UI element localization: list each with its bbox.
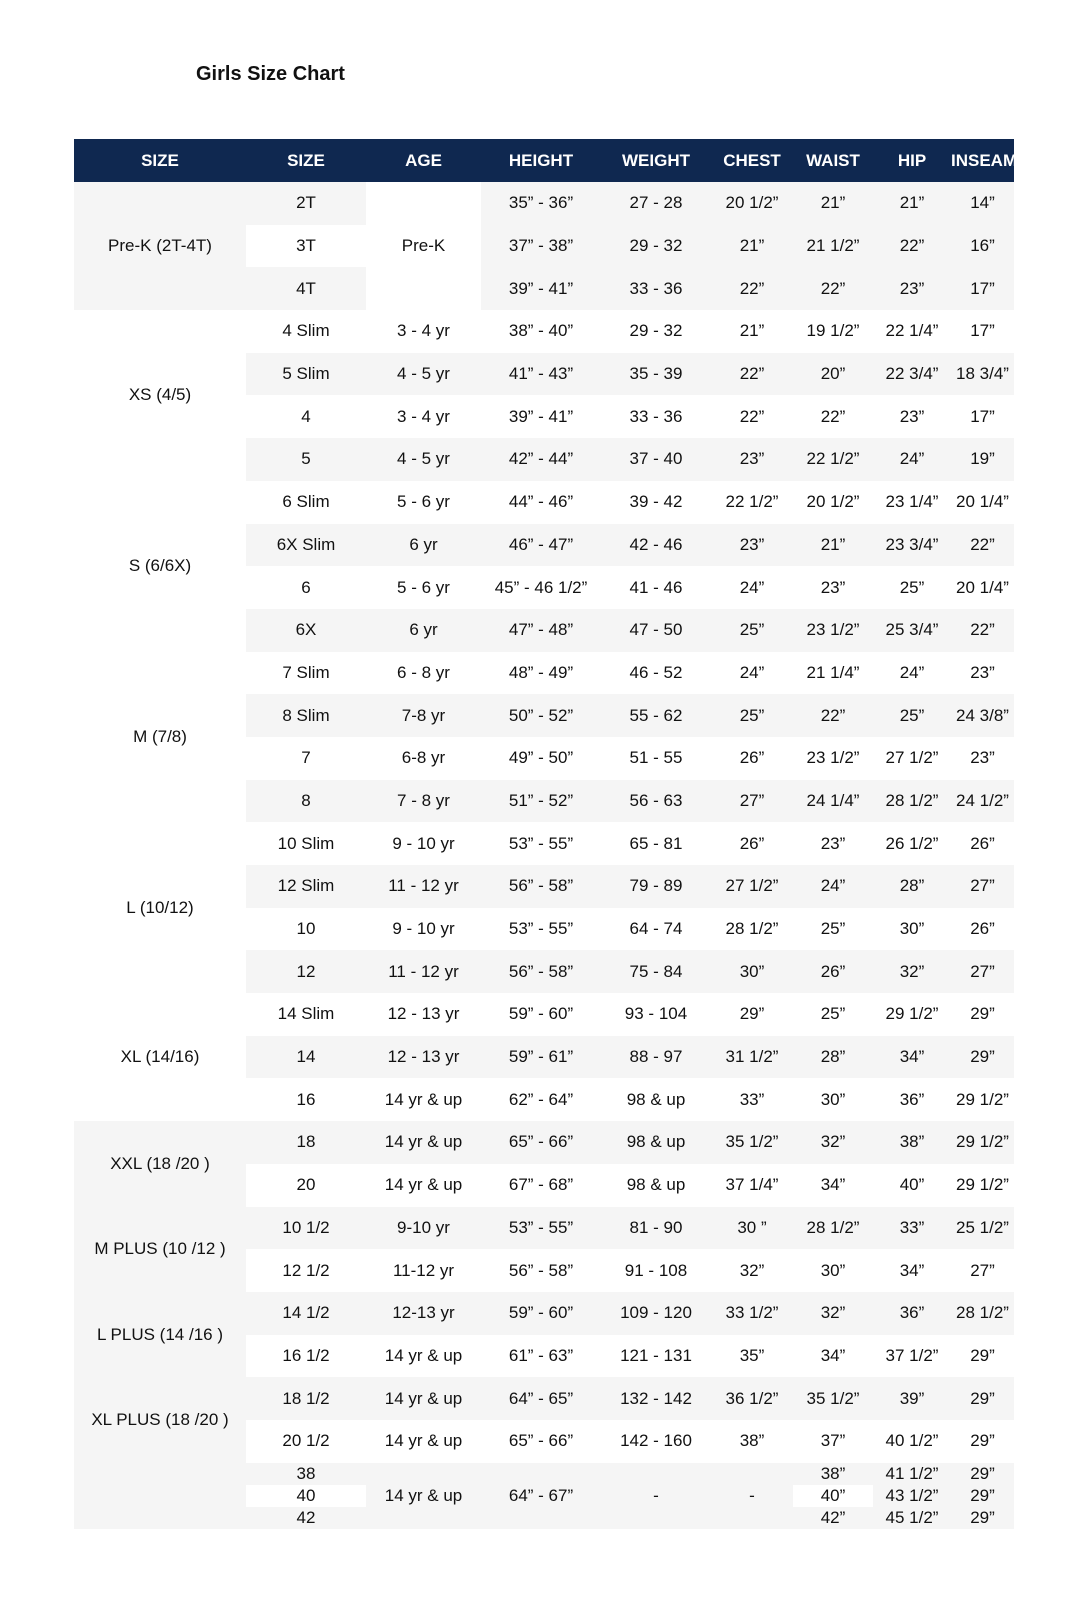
weight-cell: 121 - 131 [620, 1345, 692, 1365]
inseam-cell: 20 1/4” [956, 577, 1009, 597]
inseam-cell: 27” [951, 865, 1014, 908]
hip-cell: 40” [899, 1175, 925, 1195]
weight-cell: - [601, 1463, 711, 1529]
header-row [74, 139, 1014, 182]
age-cell: 6 yr [366, 524, 481, 567]
waist-cell: 23 1/2” [793, 609, 873, 652]
age-cell: 12 - 13 yr [366, 1036, 481, 1079]
waist-cell: 23” [820, 577, 846, 597]
weight-cell: 81 - 90 [601, 1207, 711, 1250]
age-cell: 11-12 yr [392, 1260, 455, 1280]
age-cell: Pre-K [366, 182, 481, 310]
hip-cell: 25” [873, 694, 951, 737]
header-waist: WAIST [793, 139, 873, 182]
chest-cell: 22” [711, 267, 793, 310]
size-group-label: XS (4/5) [74, 310, 246, 481]
waist-cell: 20” [793, 353, 873, 396]
hip-cell: 23 3/4” [873, 524, 951, 567]
table-row [74, 481, 1014, 524]
table-row [74, 822, 1014, 865]
size-cell: 18 1/2 [246, 1377, 366, 1420]
inseam-cell [951, 1463, 1014, 1529]
waist-cell: 32” [793, 1292, 873, 1335]
hip-cell-line: 43 1/2” [873, 1485, 951, 1507]
inseam-cell: 17” [970, 321, 995, 341]
inseam-cell: 26” [970, 833, 995, 853]
hip-cell: 33” [873, 1207, 951, 1250]
inseam-cell: 29” [970, 1004, 995, 1024]
inseam-cell: 29 1/2” [956, 1175, 1009, 1195]
inseam-cell: 17” [951, 267, 1014, 310]
chest-cell: 26” [739, 748, 765, 768]
size-group-label: XL PLUS (18 /20 ) [74, 1377, 246, 1462]
inseam-cell: 23” [970, 662, 995, 682]
weight-cell: 46 - 52 [629, 662, 683, 682]
waist-cell: 37” [820, 1431, 846, 1451]
size-cell: 20 [296, 1175, 316, 1195]
size-cell: 12 1/2 [282, 1260, 330, 1280]
waist-cell: 22” [793, 267, 873, 310]
weight-cell: 75 - 84 [601, 950, 711, 993]
age-cell: 12-13 yr [366, 1292, 481, 1335]
chest-cell: 36 1/2” [711, 1377, 793, 1420]
height-cell: 49” - 50” [508, 748, 574, 768]
inseam-cell-line: 29” [951, 1463, 1014, 1485]
size-cell: 14 [246, 1036, 366, 1079]
inseam-cell: 24 3/8” [951, 694, 1014, 737]
inseam-cell: 14” [951, 182, 1014, 225]
weight-cell: 37 - 40 [601, 438, 711, 481]
chest-cell: 22 1/2” [725, 492, 779, 512]
waist-cell: 32” [793, 1121, 873, 1164]
waist-cell: 34” [820, 1345, 846, 1365]
weight-cell: 27 - 28 [601, 182, 711, 225]
table-row [74, 1377, 1014, 1420]
waist-cell: 21 1/2” [793, 225, 873, 268]
size-cell: 20 1/2 [282, 1431, 330, 1451]
waist-cell: 19 1/2” [806, 321, 860, 341]
height-cell: 41” - 43” [481, 353, 601, 396]
hip-cell: 34” [873, 1036, 951, 1079]
weight-cell: 64 - 74 [629, 919, 683, 939]
inseam-cell-line: 29” [951, 1507, 1014, 1529]
height-cell: 51” - 52” [481, 780, 601, 823]
weight-cell: 33 - 36 [601, 267, 711, 310]
hip-cell: 28” [873, 865, 951, 908]
waist-cell: 22 1/2” [793, 438, 873, 481]
size-cell: 10 Slim [277, 833, 335, 853]
size-cell: 16 1/2 [282, 1345, 330, 1365]
weight-cell: 91 - 108 [624, 1260, 688, 1280]
waist-cell: 26” [793, 950, 873, 993]
height-cell: 42” - 44” [481, 438, 601, 481]
chest-cell: 30” [711, 950, 793, 993]
chest-cell: 23” [711, 438, 793, 481]
waist-cell: 35 1/2” [793, 1377, 873, 1420]
hip-cell: 39” [873, 1377, 951, 1420]
height-cell: 61” - 63” [508, 1345, 574, 1365]
hip-cell: 24” [899, 662, 925, 682]
weight-cell: 142 - 160 [620, 1431, 692, 1451]
height-cell: 62” - 64” [508, 1089, 574, 1109]
chest-cell: 33 1/2” [711, 1292, 793, 1335]
weight-cell: 42 - 46 [601, 524, 711, 567]
weight-cell: 47 - 50 [601, 609, 711, 652]
age-cell: 4 - 5 yr [366, 353, 481, 396]
chest-cell: 38” [739, 1431, 765, 1451]
waist-cell: 22” [820, 406, 846, 426]
table-row [74, 1292, 1014, 1335]
waist-cell: 21” [793, 524, 873, 567]
waist-cell: 20 1/2” [806, 492, 860, 512]
height-cell: 59” - 60” [481, 1292, 601, 1335]
waist-cell: 24” [793, 865, 873, 908]
height-cell: 37” - 38” [481, 225, 601, 268]
height-cell: 39” - 41” [481, 267, 601, 310]
size-cell-line: 38 [246, 1463, 366, 1485]
age-cell: 11 - 12 yr [366, 950, 481, 993]
inseam-cell: 18 3/4” [951, 353, 1014, 396]
waist-cell: 28” [793, 1036, 873, 1079]
age-cell: 6-8 yr [401, 748, 446, 768]
weight-cell: 29 - 32 [601, 225, 711, 268]
chest-cell: 24” [739, 662, 765, 682]
waist-cell: 21” [793, 182, 873, 225]
height-cell: 50” - 52” [481, 694, 601, 737]
waist-cell: 25” [820, 919, 846, 939]
age-cell: 6 - 8 yr [397, 662, 450, 682]
height-cell: 56” - 58” [481, 865, 601, 908]
chest-cell: 30 ” [711, 1207, 793, 1250]
chest-cell: 21” [711, 225, 793, 268]
chest-cell: 27” [711, 780, 793, 823]
size-group-label: M (7/8) [74, 652, 246, 823]
height-cell: 35” - 36” [481, 182, 601, 225]
height-cell: 46” - 47” [481, 524, 601, 567]
size-group-label: Pre-K (2T-4T) [74, 182, 246, 310]
size-cell: 5 Slim [246, 353, 366, 396]
hip-cell: 40 1/2” [885, 1431, 939, 1451]
hip-cell: 36” [873, 1292, 951, 1335]
inseam-cell: 19” [951, 438, 1014, 481]
waist-cell-line: 40” [793, 1485, 873, 1507]
waist-cell: 28 1/2” [793, 1207, 873, 1250]
waist-cell [793, 1463, 873, 1529]
waist-cell: 34” [820, 1175, 846, 1195]
size-cell-line: 40 [246, 1485, 366, 1507]
chest-cell: 24” [739, 577, 765, 597]
waist-cell-line: 42” [793, 1507, 873, 1529]
height-cell: 53” - 55” [508, 919, 574, 939]
weight-cell: 65 - 81 [629, 833, 683, 853]
size-cell: 6X [246, 609, 366, 652]
weight-cell: 33 - 36 [629, 406, 683, 426]
age-cell: 11 - 12 yr [366, 865, 481, 908]
hip-cell: 29 1/2” [885, 1004, 939, 1024]
height-cell: 53” - 55” [481, 1207, 601, 1250]
height-cell: 56” - 58” [508, 1260, 574, 1280]
header-hip: HIP [873, 139, 951, 182]
weight-cell: 35 - 39 [601, 353, 711, 396]
size-cell: 14 Slim [277, 1004, 335, 1024]
weight-cell: 29 - 32 [629, 321, 683, 341]
chest-cell: 28 1/2” [725, 919, 779, 939]
inseam-cell: 28 1/2” [951, 1292, 1014, 1335]
size-cell: 16 [296, 1089, 316, 1109]
weight-cell: 98 & up [626, 1089, 686, 1109]
inseam-cell: 24 1/2” [951, 780, 1014, 823]
hip-cell-line: 45 1/2” [873, 1507, 951, 1529]
hip-cell: 21” [873, 182, 951, 225]
age-cell: 7 - 8 yr [366, 780, 481, 823]
height-cell: 38” - 40” [508, 321, 574, 341]
chest-cell: 35” [739, 1345, 765, 1365]
chest-cell: 25” [711, 609, 793, 652]
size-cell: 4T [246, 267, 366, 310]
size-cell: 12 [246, 950, 366, 993]
height-cell: 47” - 48” [481, 609, 601, 652]
age-cell: 12 - 13 yr [387, 1004, 460, 1024]
hip-cell: 28 1/2” [873, 780, 951, 823]
weight-cell: 41 - 46 [629, 577, 683, 597]
age-cell: 14 yr & up [384, 1089, 463, 1109]
chest-cell: 21” [739, 321, 765, 341]
height-cell: 64” - 67” [481, 1463, 601, 1529]
chest-cell: 26” [739, 833, 765, 853]
age-cell: 4 - 5 yr [366, 438, 481, 481]
hip-cell: 25” [899, 577, 925, 597]
size-cell-line: 42 [246, 1507, 366, 1529]
size-cell: 6 Slim [282, 492, 330, 512]
inseam-cell: 16” [951, 225, 1014, 268]
size-group-label: XXL (18 /20 ) [74, 1121, 246, 1206]
size-cell: 6X Slim [246, 524, 366, 567]
weight-cell: 39 - 42 [629, 492, 683, 512]
chest-cell: 32” [739, 1260, 765, 1280]
inseam-cell: 27” [951, 950, 1014, 993]
inseam-cell: 26” [970, 919, 995, 939]
size-cell [246, 1463, 366, 1529]
waist-cell: 23 1/2” [806, 748, 860, 768]
header-inseam: INSEAM [951, 139, 1014, 182]
height-cell: 45” - 46 1/2” [494, 577, 588, 597]
header-size-group: SIZE [74, 139, 246, 182]
hip-cell: 32” [873, 950, 951, 993]
age-cell: 9 - 10 yr [392, 919, 455, 939]
inseam-cell: 29” [970, 1431, 995, 1451]
size-cell: 18 [246, 1121, 366, 1164]
chest-cell: - [711, 1463, 793, 1529]
size-cell: 4 Slim [282, 321, 330, 341]
waist-cell: 21 1/4” [806, 662, 860, 682]
size-cell: 7 Slim [282, 662, 330, 682]
inseam-cell: 17” [970, 406, 995, 426]
waist-cell: 30” [820, 1089, 846, 1109]
size-cell: 2T [246, 182, 366, 225]
chest-cell: 27 1/2” [711, 865, 793, 908]
size-cell: 14 1/2 [246, 1292, 366, 1335]
hip-cell: 38” [873, 1121, 951, 1164]
size-cell: 3T [246, 225, 366, 268]
hip-cell: 27 1/2” [885, 748, 939, 768]
height-cell: 53” - 55” [508, 833, 574, 853]
size-group-label: M PLUS (10 /12 ) [74, 1207, 246, 1292]
table-row-plus-sizes [74, 1463, 1014, 1529]
hip-cell: 22 3/4” [873, 353, 951, 396]
age-cell: 14 yr & up [384, 1431, 463, 1451]
hip-cell: 34” [899, 1260, 925, 1280]
inseam-cell: 23” [970, 748, 995, 768]
waist-cell: 24 1/4” [793, 780, 873, 823]
age-cell: 3 - 4 yr [397, 406, 450, 426]
hip-cell: 36” [899, 1089, 925, 1109]
header-chest: CHEST [711, 139, 793, 182]
waist-cell-line: 38” [793, 1463, 873, 1485]
inseam-cell-line: 29” [951, 1485, 1014, 1507]
size-cell: 5 [246, 438, 366, 481]
hip-cell: 37 1/2” [885, 1345, 939, 1365]
size-cell: 6 [301, 577, 311, 597]
age-cell: 5 - 6 yr [397, 492, 450, 512]
hip-cell: 24” [873, 438, 951, 481]
header-height: HEIGHT [481, 139, 601, 182]
inseam-cell: 29 1/2” [951, 1121, 1014, 1164]
hip-cell: 25 3/4” [873, 609, 951, 652]
inseam-cell: 22” [951, 609, 1014, 652]
inseam-cell: 22” [951, 524, 1014, 567]
size-group-label: L PLUS (14 /16 ) [74, 1292, 246, 1377]
height-cell: 39” - 41” [508, 406, 574, 426]
size-group-label: S (6/6X) [74, 481, 246, 652]
chest-cell: 20 1/2” [711, 182, 793, 225]
hip-cell: 26 1/2” [885, 833, 939, 853]
weight-cell: 132 - 142 [601, 1377, 711, 1420]
header-size: SIZE [246, 139, 366, 182]
chest-cell: 33” [739, 1089, 765, 1109]
size-cell: 12 Slim [246, 865, 366, 908]
waist-cell: 30” [820, 1260, 846, 1280]
inseam-cell: 29” [951, 1377, 1014, 1420]
chest-cell: 23” [711, 524, 793, 567]
weight-cell: 98 & up [626, 1175, 686, 1195]
hip-cell: 23” [899, 406, 925, 426]
size-cell: 8 [246, 780, 366, 823]
size-cell: 8 Slim [246, 694, 366, 737]
age-cell: 5 - 6 yr [397, 577, 450, 597]
chest-cell: 22” [711, 353, 793, 396]
table-row [74, 1121, 1014, 1164]
age-cell: 14 yr & up [366, 1121, 481, 1164]
weight-cell: 51 - 55 [629, 748, 683, 768]
age-cell: 14 yr & up [366, 1463, 481, 1529]
chest-cell: 31 1/2” [711, 1036, 793, 1079]
chest-cell: 35 1/2” [711, 1121, 793, 1164]
height-cell: 64” - 65” [481, 1377, 601, 1420]
chest-cell: 25” [711, 694, 793, 737]
waist-cell: 23” [820, 833, 846, 853]
age-cell: 7-8 yr [366, 694, 481, 737]
header-weight: WEIGHT [601, 139, 711, 182]
age-cell: 14 yr & up [366, 1377, 481, 1420]
weight-cell: 79 - 89 [601, 865, 711, 908]
hip-cell: 22 1/4” [885, 321, 939, 341]
weight-cell: 88 - 97 [601, 1036, 711, 1079]
age-cell: 14 yr & up [384, 1175, 463, 1195]
table-row [74, 310, 1014, 353]
height-cell: 65” - 66” [508, 1431, 574, 1451]
height-cell: 59” - 61” [481, 1036, 601, 1079]
inseam-cell: 27” [970, 1260, 995, 1280]
inseam-cell: 29” [970, 1345, 995, 1365]
size-cell: 7 [301, 748, 311, 768]
height-cell: 65” - 66” [481, 1121, 601, 1164]
size-group-label: L (10/12) [74, 822, 246, 993]
header-age: AGE [366, 139, 481, 182]
weight-cell: 55 - 62 [601, 694, 711, 737]
hip-cell-line: 41 1/2” [873, 1463, 951, 1485]
hip-cell: 22” [873, 225, 951, 268]
waist-cell: 25” [820, 1004, 846, 1024]
size-chart-body [74, 182, 1014, 1529]
weight-cell: 98 & up [601, 1121, 711, 1164]
hip-cell: 23” [873, 267, 951, 310]
waist-cell: 22” [793, 694, 873, 737]
height-cell: 44” - 46” [508, 492, 574, 512]
size-group-label: XL (14/16) [74, 993, 246, 1121]
weight-cell: 93 - 104 [624, 1004, 688, 1024]
height-cell: 67” - 68” [508, 1175, 574, 1195]
size-group-label [74, 1463, 246, 1529]
age-cell: 9 - 10 yr [392, 833, 455, 853]
height-cell: 56” - 58” [481, 950, 601, 993]
inseam-cell: 29 1/2” [956, 1089, 1009, 1109]
table-row [74, 182, 1014, 225]
age-cell: 3 - 4 yr [397, 321, 450, 341]
height-cell: 59” - 60” [508, 1004, 574, 1024]
inseam-cell: 25 1/2” [951, 1207, 1014, 1250]
age-cell: 9-10 yr [366, 1207, 481, 1250]
chest-cell: 22” [739, 406, 765, 426]
table-row [74, 652, 1014, 695]
weight-cell: 109 - 120 [601, 1292, 711, 1335]
size-cell: 10 1/2 [246, 1207, 366, 1250]
table-row [74, 993, 1014, 1036]
inseam-cell: 29” [951, 1036, 1014, 1079]
chest-cell: 37 1/4” [725, 1175, 779, 1195]
height-cell: 48” - 49” [508, 662, 574, 682]
weight-cell: 56 - 63 [601, 780, 711, 823]
inseam-cell: 20 1/4” [956, 492, 1009, 512]
page-title: Girls Size Chart [196, 63, 345, 85]
hip-cell: 23 1/4” [885, 492, 939, 512]
size-cell: 4 [301, 406, 311, 426]
size-cell: 10 [296, 919, 316, 939]
age-cell: 6 yr [366, 609, 481, 652]
hip-cell: 30” [899, 919, 925, 939]
size-chart-table [74, 139, 1018, 1529]
table-row [74, 1207, 1014, 1250]
age-cell: 14 yr & up [384, 1345, 463, 1365]
chest-cell: 29” [739, 1004, 765, 1024]
hip-cell [873, 1463, 951, 1529]
